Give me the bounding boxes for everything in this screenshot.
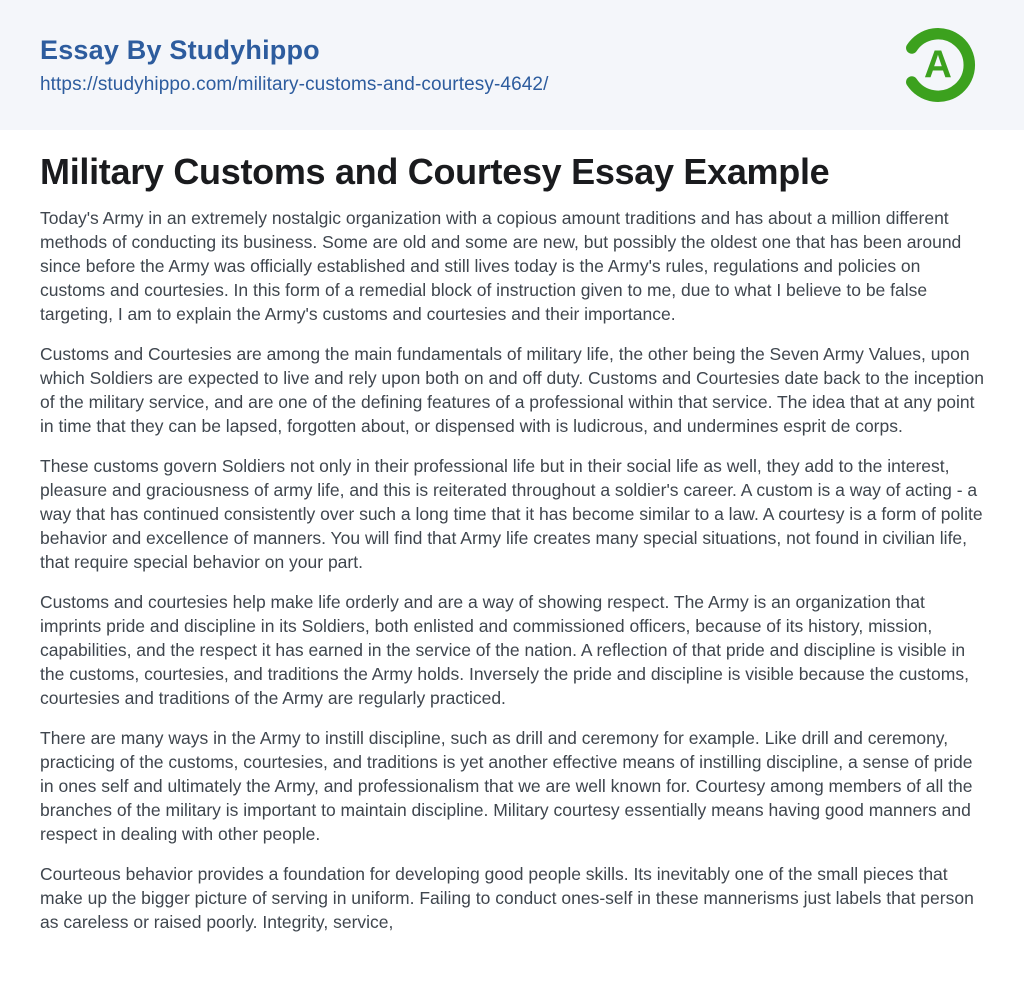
essay-content (0, 150, 1024, 934)
brand-title: Essay By Studyhippo (40, 34, 320, 65)
essay-url-link[interactable]: https://studyhippo.com/military-customs-and-courtesy-4642/ (40, 73, 549, 95)
brand-block (40, 35, 548, 96)
essay-paragraph: Courteous behavior provides a foundation for developing good people skills. Its inevitably one of the small pieces that make up the bigger picture of serving in uniform. Failing to conduct ones-self in these mannerisms just labels that person as careless or raised poorly. Integrity, service, (40, 864, 974, 933)
site-header (0, 0, 1024, 130)
page-title: Military Customs and Courtesy Essay Example (40, 151, 830, 192)
essay-paragraph: Customs and Courtesies are among the main fundamentals of military life, the other being the Seven Army Values, upon which Soldiers are expected to live and rely upon both on and off duty. Customs and Courtesies date back to the inception of the military service, and are one of the defining features of a professional within that service. The idea that at any point in time that they can be lapsed, forgotten about, or dispensed with is ludicrous, and undermines esprit de corps. (40, 344, 984, 437)
logo-letter: A (924, 43, 952, 87)
essay-paragraph: These customs govern Soldiers not only in their professional life but in their social life as well, they add to the interest, pleasure and graciousness of army life, and this is reiterated throughout a soldier's career. A custom is a way of acting - a way that has continued consistently over such a long time that it has become similar to a law. A courtesy is a form of polite behavior and excellence of manners. You will find that Army life creates many special situations, not found in civilian life, that require special behavior on your part. (40, 456, 983, 573)
essay-paragraph: There are many ways in the Army to instill discipline, such as drill and ceremony for example. Like drill and ceremony, practicing of the customs, courtesies, and traditions is yet another effective means of instilling discipline, a sense of pride in ones self and ultimately the Army, and professionalism that we are well known for. Courtesy among members of all the branches of the military is important to maintain discipline. Military courtesy essentially means having good manners and respect in dealing with other people. (40, 728, 973, 845)
essay-paragraph: Customs and courtesies help make life orderly and are a way of showing respect. The Army is an organization that imprints pride and discipline in its Soldiers, both enlisted and commissioned officers, because of its history, mission, capabilities, and the respect it has earned in the service of the nation. A reflection of that pride and discipline is visible in the customs, courtesies, and traditions the Army holds. Inversely the pride and discipline is visible because the customs, courtesies and traditions of the Army are regularly practiced. (40, 592, 969, 709)
studyhippo-logo-icon (892, 19, 984, 111)
essay-paragraphs (40, 206, 984, 934)
essay-paragraph: Today's Army in an extremely nostalgic organization with a copious amount traditions and has about a million different methods of conducting its business. Some are old and some are new, but possibly the oldest one that has been around since before the Army was officially established and still lives today is the Army's rules, regulations and policies on customs and courtesies. In this form of a remedial block of instruction given to me, due to what I believe to be false targeting, I am to explain the Army's customs and courtesies and their importance. (40, 208, 962, 325)
